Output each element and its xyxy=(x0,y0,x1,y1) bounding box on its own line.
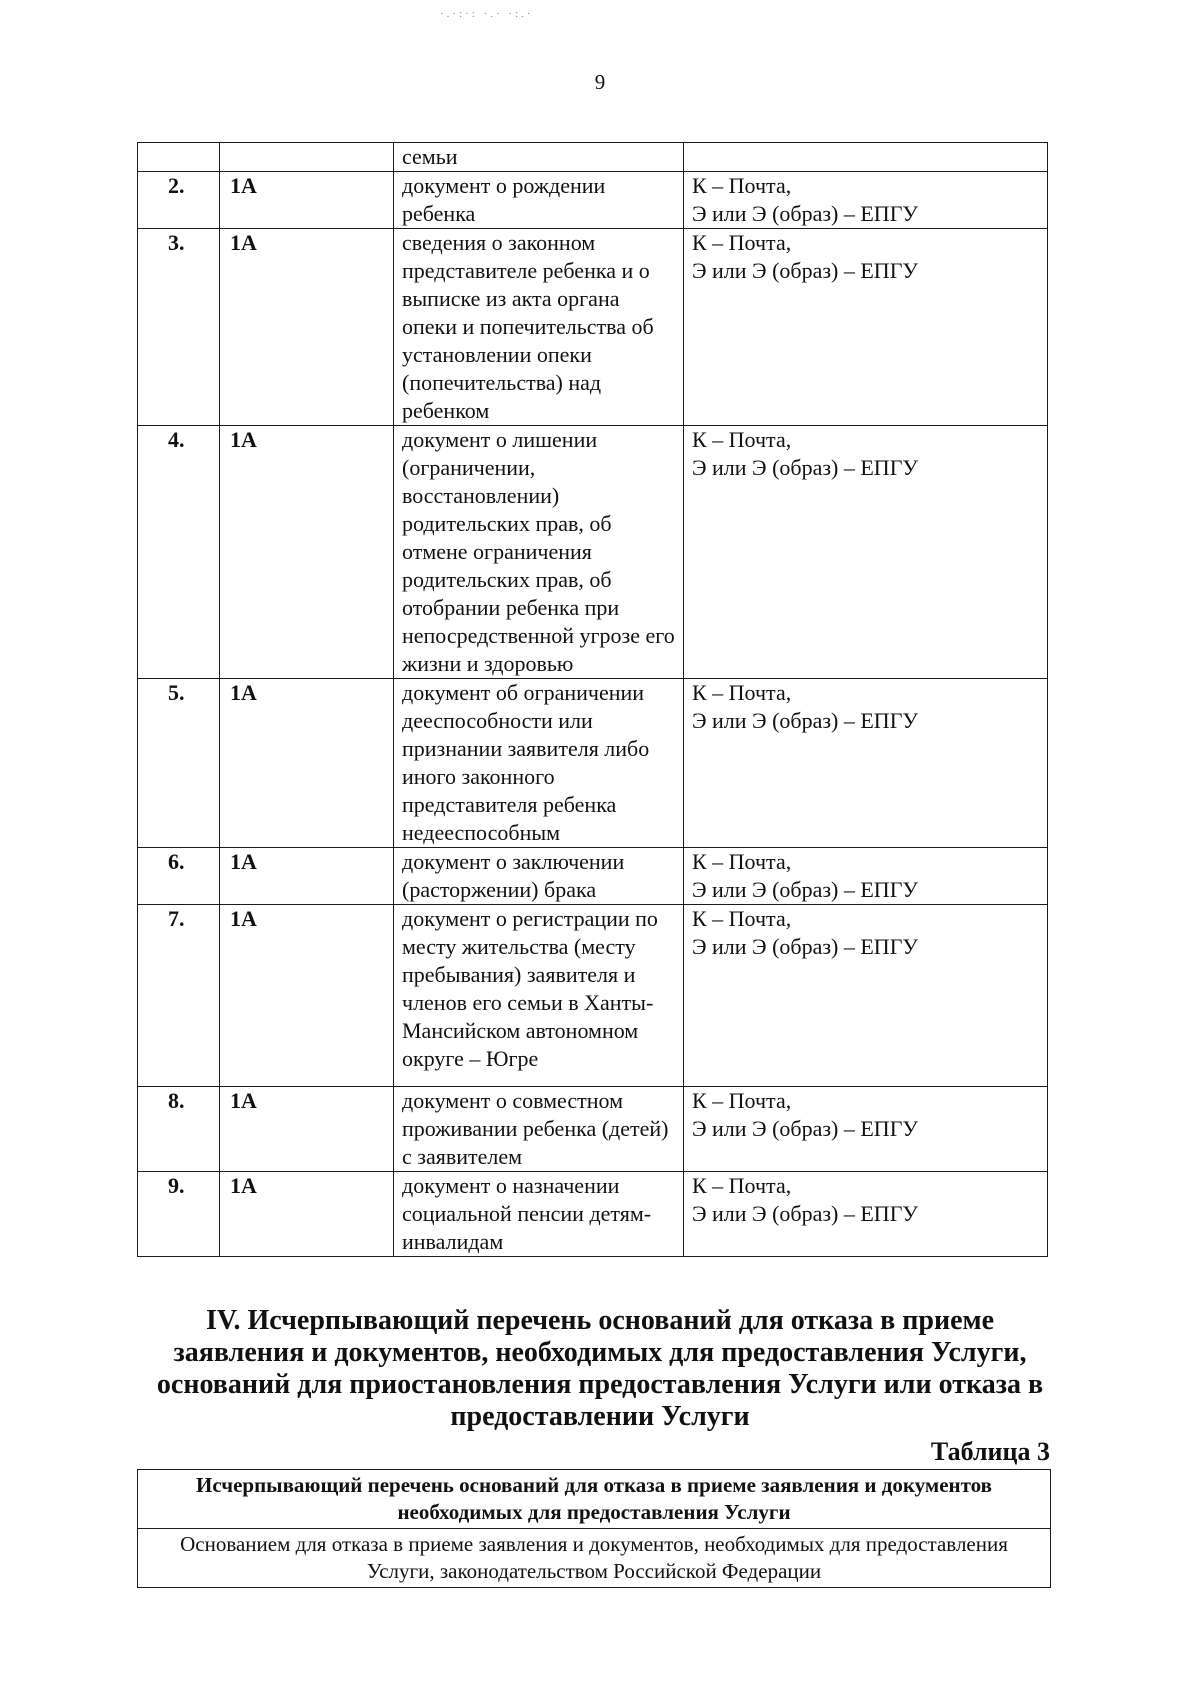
document-name: документ о назначении социальной пенсии детям-инвалидам xyxy=(394,1172,684,1257)
row-number: 2. xyxy=(138,172,220,229)
grounds-table-body-row xyxy=(138,1529,1051,1588)
scan-marks: ·.·:·: ·.· ·:.· xyxy=(440,8,534,20)
section-heading: IV. Исчерпывающий перечень оснований для отказа в приеме заявления и документов, необходимых для предоставления Услуги, оснований для приостановления предоставления Услуги или отказа в предоставлении Услуги xyxy=(156,1305,1044,1432)
submission-method: К – Почта, Э или Э (образ) – ЕПГУ xyxy=(684,848,1048,905)
table-row xyxy=(138,679,1048,848)
row-code: 1А xyxy=(220,426,394,679)
submission-method: К – Почта, Э или Э (образ) – ЕПГУ xyxy=(684,1172,1048,1257)
row-number: 5. xyxy=(138,679,220,848)
table-row xyxy=(138,1087,1048,1172)
submission-method: К – Почта, Э или Э (образ) – ЕПГУ xyxy=(684,229,1048,426)
row-number: 3. xyxy=(138,229,220,426)
document-name: документ о заключении (расторжении) брака xyxy=(394,848,684,905)
table-row xyxy=(138,848,1048,905)
row-number xyxy=(138,143,220,172)
table-row xyxy=(138,143,1048,172)
submission-method xyxy=(684,143,1048,172)
table-row xyxy=(138,905,1048,1087)
grounds-table-cell: Основанием для отказа в приеме заявления и документов, необходимых для предоставления Услуги, законодательством Российской Федерации xyxy=(138,1529,1051,1588)
row-number: 7. xyxy=(138,905,220,1087)
document-name: документ о лишении (ограничении, восстановлении) родительских прав, об отмене ограничения родительских прав, об отобрании ребенка при непосредственной угрозе его жизни и здоровью xyxy=(394,426,684,679)
row-code: 1А xyxy=(220,1087,394,1172)
submission-method: К – Почта, Э или Э (образ) – ЕПГУ xyxy=(684,1087,1048,1172)
submission-method: К – Почта, Э или Э (образ) – ЕПГУ xyxy=(684,905,1048,1087)
page-number: 9 xyxy=(594,70,606,94)
row-code: 1А xyxy=(220,229,394,426)
document-name: сведения о законном представителе ребенка и о выписке из акта органа опеки и попечительства об установлении опеки (попечительства) над ребенком xyxy=(394,229,684,426)
grounds-table-header-row xyxy=(138,1470,1051,1529)
table-caption: Таблица 3 xyxy=(930,1437,1050,1466)
submission-method: К – Почта, Э или Э (образ) – ЕПГУ xyxy=(684,426,1048,679)
document-name: семьи xyxy=(394,143,684,172)
document-name: документ о совместном проживании ребенка (детей) с заявителем xyxy=(394,1087,684,1172)
row-number: 8. xyxy=(138,1087,220,1172)
documents-table-body xyxy=(138,143,1048,1257)
table-row xyxy=(138,426,1048,679)
row-number: 4. xyxy=(138,426,220,679)
grounds-table-header: Исчерпывающий перечень оснований для отказа в приеме заявления и документов необходимых для предоставления Услуги xyxy=(138,1470,1051,1529)
row-code: 1А xyxy=(220,1172,394,1257)
document-name: документ о рождении ребенка xyxy=(394,172,684,229)
row-code: 1А xyxy=(220,905,394,1087)
row-code: 1А xyxy=(220,848,394,905)
row-number: 9. xyxy=(138,1172,220,1257)
document-name: документ об ограничении дееспособности или признании заявителя либо иного законного представителя ребенка недееспособным xyxy=(394,679,684,848)
document-name: документ о регистрации по месту жительства (месту пребывания) заявителя и членов его семьи в Ханты-Мансийском автономном округе – Югре xyxy=(394,905,684,1087)
table-row xyxy=(138,229,1048,426)
submission-method: К – Почта, Э или Э (образ) – ЕПГУ xyxy=(684,679,1048,848)
table-row xyxy=(138,1172,1048,1257)
row-number: 6. xyxy=(138,848,220,905)
submission-method: К – Почта, Э или Э (образ) – ЕПГУ xyxy=(684,172,1048,229)
row-code: 1А xyxy=(220,679,394,848)
row-code: 1А xyxy=(220,172,394,229)
table-row xyxy=(138,172,1048,229)
grounds-table xyxy=(137,1469,1051,1588)
row-code xyxy=(220,143,394,172)
documents-table xyxy=(137,142,1048,1257)
